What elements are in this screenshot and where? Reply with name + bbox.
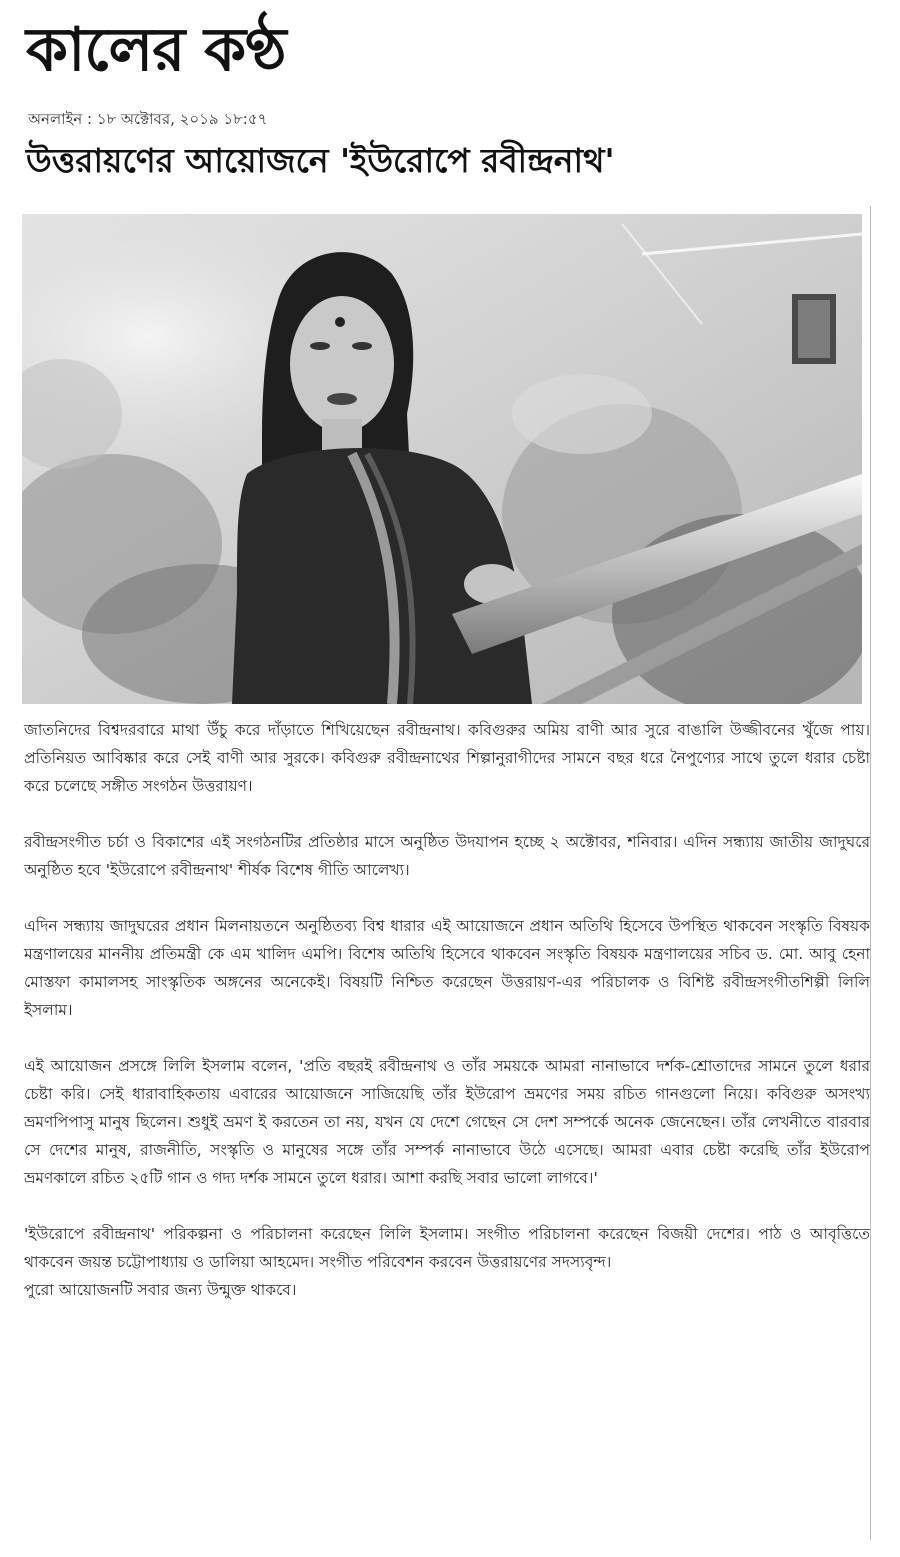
article-paragraph: এদিন সন্ধ্যায় জাদুঘরের প্রধান মিলনায়তনে অনুষ্ঠিতব্য বিশ্ব ধারার এই আয়োজনে প্রধান অতিথি হিসেবে উপস্থিত থাকবেন সংস্কৃতি বিষয়ক মন্ত্রণালয়ের মাননীয় প্রতিমন্ত্রী কে এম খালিদ এমপি। বিশেষ অতিথি হিসেবে থাকবেন সংস্কৃতি বিষয়ক মন্ত্রণালয়ের সচিব ড. মো. আবু হেনা মোস্তফা কামালসহ সাংস্কৃতিক অঙ্গনের অনেকেই। বিষয়টি নিশ্চিত করেছেন উত্তরায়ণ-এর পরিচালক ও বিশিষ্ট রবীন্দ্রসংগীতশিল্পী লিলি ইসলাম। bbox=[24, 917, 870, 1019]
article-headline: উত্তরায়ণের আয়োজনে 'ইউরোপে রবীন্দ্রনাথ' bbox=[26, 141, 615, 180]
article-paragraph: পুরো আয়োজনটি সবার জন্য উন্মুক্ত থাকবে। bbox=[24, 1281, 297, 1299]
article-dateline: অনলাইন : ১৮ অক্টোবর, ২০১৯ ১৮:৫৭ bbox=[28, 110, 268, 128]
article-paragraph: জাতনিদের বিশ্বদরবারে মাথা উঁচু করে দাঁড়াতে শিখিয়েছেন রবীন্দ্রনাথ। কবিগুরুর অমিয় বাণী আর সুরে বাঙালি উজ্জীবনের খুঁজে পায়। প্রতিনিয়ত আবিষ্কার করে সেই বাণী আর সুরকে। কবিগুরু রবীন্দ্রনাথের শিল্পানুরাগীদের সামনে বছর ধরে নৈপুণ্যের সাথে তুলে ধরার চেষ্টা করে চলেছে সঙ্গীত সংগঠন উত্তরায়ণ। bbox=[24, 721, 870, 795]
article-paragraph: এই আয়োজন প্রসঙ্গে লিলি ইসলাম বলেন, 'প্রতি বছরই রবীন্দ্রনাথ ও তাঁর সময়কে আমরা নানাভাবে দর্শক-শ্রোতাদের সামনে তুলে ধরার চেষ্টা করি। সেই ধারাবাহিকতায় এবারের আয়োজনে সাজিয়েছি তাঁর ইউরোপ ভ্রমণের সময় রচিত গানগুলো নিয়ে। কবিগুরু অসংখ্য ভ্রমণপিপাসু মানুষ ছিলেন। শুধুই ভ্রমণ ই করতেন তা নয়, যখন যে দেশে গেছেন সে দেশ সম্পর্কে অনেক জেনেছেন। তাঁর লেখনীতে বারবার সে দেশের মানুষ, রাজনীতি, সংস্কৃতি ও মানুষের সঙ্গে তাঁর সম্পর্ক নানাভাবে উঠে এসেছে। আমরা এবার চেষ্টা করেছি তাঁর ইউরোপ ভ্রমণকালে রচিত ২৫টি গান ও গদ্য দর্শক সামনে তুলে ধরার। আশা করছি সবার ভালো লাগবে।' bbox=[24, 1057, 870, 1187]
article-photo bbox=[22, 214, 862, 704]
newspaper-masthead: কালের কণ্ঠ bbox=[26, 15, 286, 85]
article-body bbox=[24, 716, 870, 1304]
portrait-photo-icon bbox=[22, 214, 862, 704]
article-paragraph: 'ইউরোপে রবীন্দ্রনাথ' পরিকল্পনা ও পরিচালনা করেছেন লিলি ইসলাম। সংগীত পরিচালনা করেছেন বিজয়ী দেশের। পাঠ ও আবৃত্তিতে থাকবেন জয়ন্ত চট্টোপাধ্যায় ও ডালিয়া আহমেদ। সংগীত পরিবেশন করবেন উত্তরায়ণের সদস্যবৃন্দ। bbox=[24, 1225, 870, 1271]
article-paragraph: রবীন্দ্রসংগীত চর্চা ও বিকাশের এই সংগঠনটির প্রতিষ্ঠার মাসে অনুষ্ঠিত উদযাপন হচ্ছে ২ অক্টোবর, শনিবার। এদিন সন্ধ্যায় জাতীয় জাদুঘরে অনুষ্ঠিত হবে 'ইউরোপে রবীন্দ্রনাথ' শীর্ষক বিশেষ গীতি আলেখ্য। bbox=[24, 833, 870, 879]
